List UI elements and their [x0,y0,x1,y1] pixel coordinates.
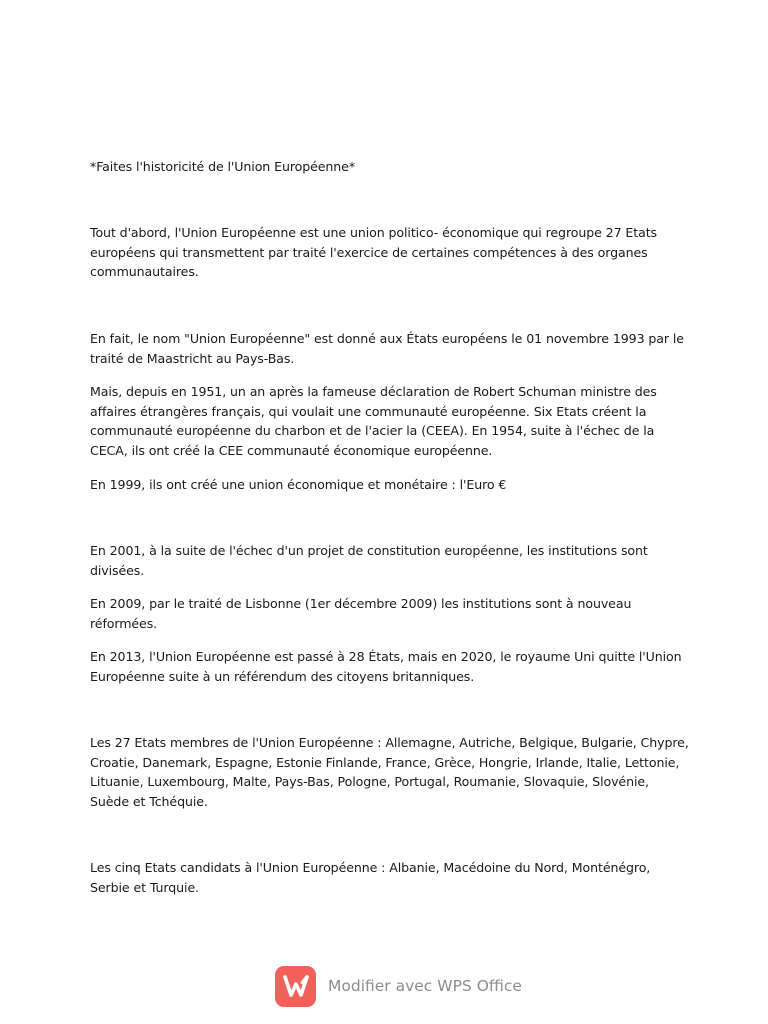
paragraph-lisbonne: En 2009, par le traité de Lisbonne (1er décembre 2009) les institutions sont à nouveau réformées. [90,596,632,631]
wps-office-logo-icon [275,966,316,1007]
document-title: *Faites l'historicité de l'Union Européenne* [90,159,356,174]
paragraph-member-states: Les 27 Etats membres de l'Union Européenne : Allemagne, Autriche, Belgique, Bulgarie, Chypre, Croatie, Danemark, Espagne, Estonie Finlande, France, Grèce, Hongrie, Irlande, Italie, Lettonie, Lituanie, Luxembourg, Malte, Pays-Bas, Pologne, Portugal, Roumanie, Slovaquie, Slovénie, Suède et Tchéquie. [90,735,689,809]
paragraph-candidate-states: Les cinq Etats candidats à l'Union Européenne : Albanie, Macédoine du Nord, Monténégro, Serbie et Turquie. [90,860,651,895]
paragraph-introduction: Tout d'abord, l'Union Européenne est une union politico- économique qui regroupe 27 Etats européens qui transmettent par traité l'exercice de certaines compétences à des organes communautaires. [90,225,658,280]
paragraph-schuman: Mais, depuis en 1951, un an après la fameuse déclaration de Robert Schuman ministre des affaires étrangères français, qui voulait une communauté européenne. Six Etats créent la communauté européenne du charbon et de l'acier la (CEEA). En 1954, suite à l'échec de la CECA, ils ont créé la CEE communauté économique européenne. [90,384,657,458]
paragraph-2013: En 2013, l'Union Européenne est passé à 28 États, mais en 2020, le royaume Uni quitte l'Union Européenne suite à un référendum des citoyens britanniques. [90,649,682,684]
wps-edit-button[interactable] [275,964,522,1008]
paragraph-2001: En 2001, à la suite de l'échec d'un projet de constitution européenne, les institutions sont divisées. [90,543,648,578]
paragraph-maastricht: En fait, le nom "Union Européenne" est donné aux États européens le 01 novembre 1993 par le traité de Maastricht au Pays-Bas. [90,331,684,366]
wps-edit-label: Modifier avec WPS Office [328,977,522,995]
paragraph-euro: En 1999, ils ont créé une union économique et monétaire : l'Euro € [90,477,507,492]
